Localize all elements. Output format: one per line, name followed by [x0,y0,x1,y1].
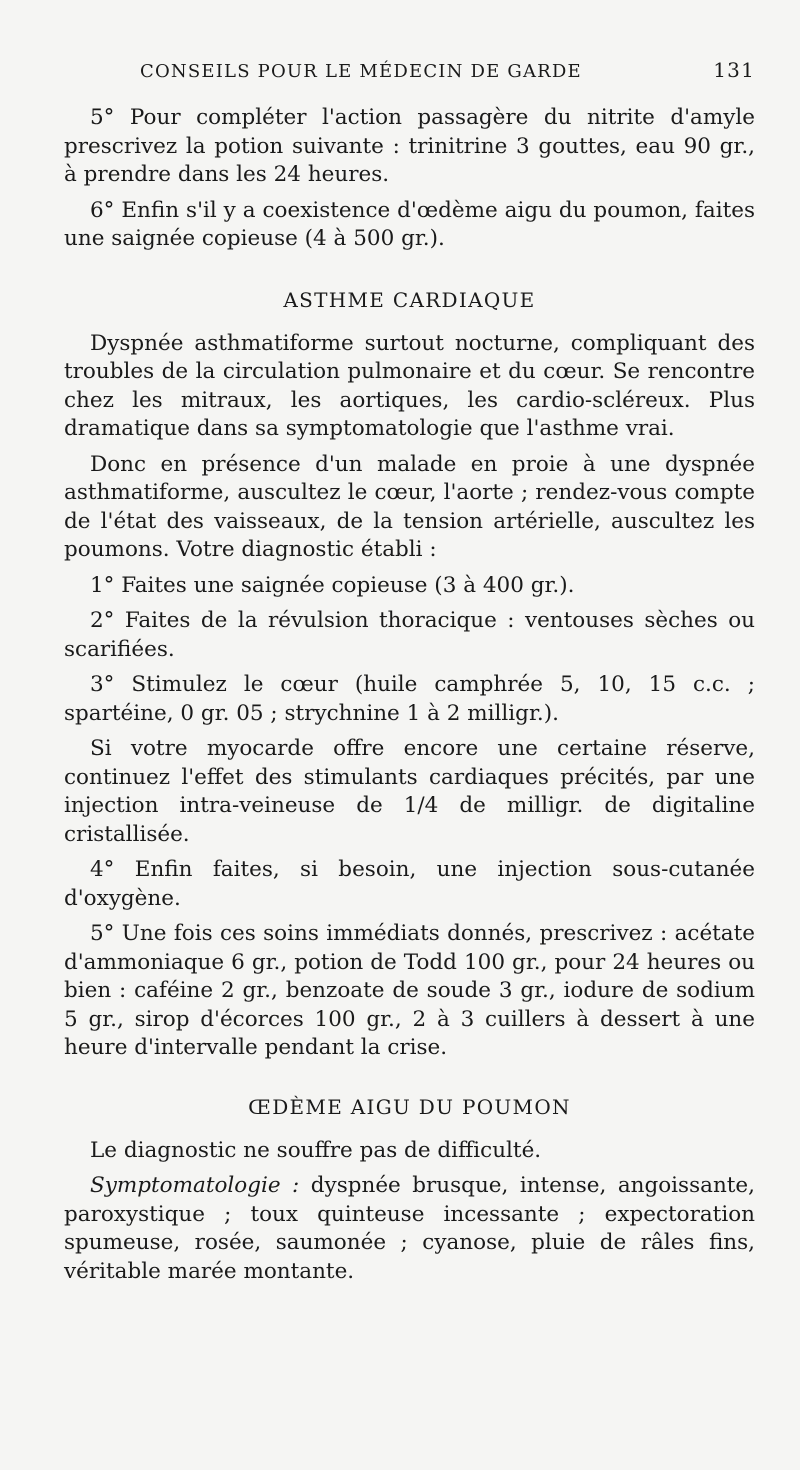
intro-paragraph-2: 6° Enfin s'il y a coexistence d'œdème aigu du poumon, faites une saignée copieuse (4 à 500 gr.). [64,197,755,251]
section2-paragraph-symptomatologie [64,1172,755,1286]
running-head [64,58,755,82]
section1-step-2: 2° Faites de la révulsion thoracique : ventouses sèches ou scarifiées. [64,608,755,662]
section1-step-1: 1° Faites une saignée copieuse (3 à 400 gr.). [90,572,575,598]
section2-paragraph-diagnostic: Le diagnostic ne souffre pas de difficulté. [90,1137,542,1163]
intro-paragraph-1: 5° Pour compléter l'action passagère du nitrite d'amyle prescrivez la potion suivante : trinitrine 3 gouttes, eau 90 gr., à prendre dans les 24 heures. [64,105,755,187]
section-title-asthme-cardiaque: ASTHME CARDIAQUE [283,287,536,312]
page-number: 131 [713,58,755,82]
section1-paragraph-myocarde: Si votre myocarde offre encore une certaine réserve, continuez l'effet des stimulants cardiaques précités, par une injection intra-veineuse de 1/4 de milligr. de digitaline cristallisée. [64,736,755,847]
running-head-title: CONSEILS POUR LE MÉDECIN DE GARDE [140,61,582,82]
section1-step-4: 4° Enfin faites, si besoin, une injection sous-cutanée d'oxygène. [64,857,755,911]
symptomatologie-text: dyspnée brusque, intense, angoissante, paroxystique ; toux quinteuse incessante ; expectoration spumeuse, rosée, saumonée ; cyanose, pluie de râles fins, véritable marée montante. [64,1173,755,1284]
section1-paragraph-definition: Dyspnée asthmatiforme surtout nocturne, compliquant des troubles de la circulation pulmonaire et du cœur. Se rencontre chez les mitraux, les aortiques, les cardio-scléreux. Plus dramatique dans sa symptomatologie que l'asthme vrai. [64,330,755,441]
section1-step-3: 3° Stimulez le cœur (huile camphrée 5, 10, 15 c.c. ; spartéine, 0 gr. 05 ; strychnine 1 à 2 milligr.). [64,672,755,726]
section1-step-5: 5° Une fois ces soins immédiats donnés, prescrivez : acétate d'ammoniaque 6 gr., potion de Todd 100 gr., pour 24 heures ou bien : caféine 2 gr., benzoate de soude 3 gr., iodure de sodium 5 gr., sirop d'écorces 100 gr., 2 à 3 cuillers à dessert à une heure d'intervalle pendant la crise. [64,921,755,1060]
section1-paragraph-examination: Donc en présence d'un malade en proie à une dyspnée asthmatiforme, auscultez le cœur, l'aorte ; rendez-vous compte de l'état des vaisseaux, de la tension artérielle, auscultez les poumons. Votre diagnostic établi : [64,451,755,562]
symptomatologie-label: Symptomatologie : [90,1173,300,1198]
section-title-oedeme-aigu: ŒDÈME AIGU DU POUMON [248,1094,571,1119]
